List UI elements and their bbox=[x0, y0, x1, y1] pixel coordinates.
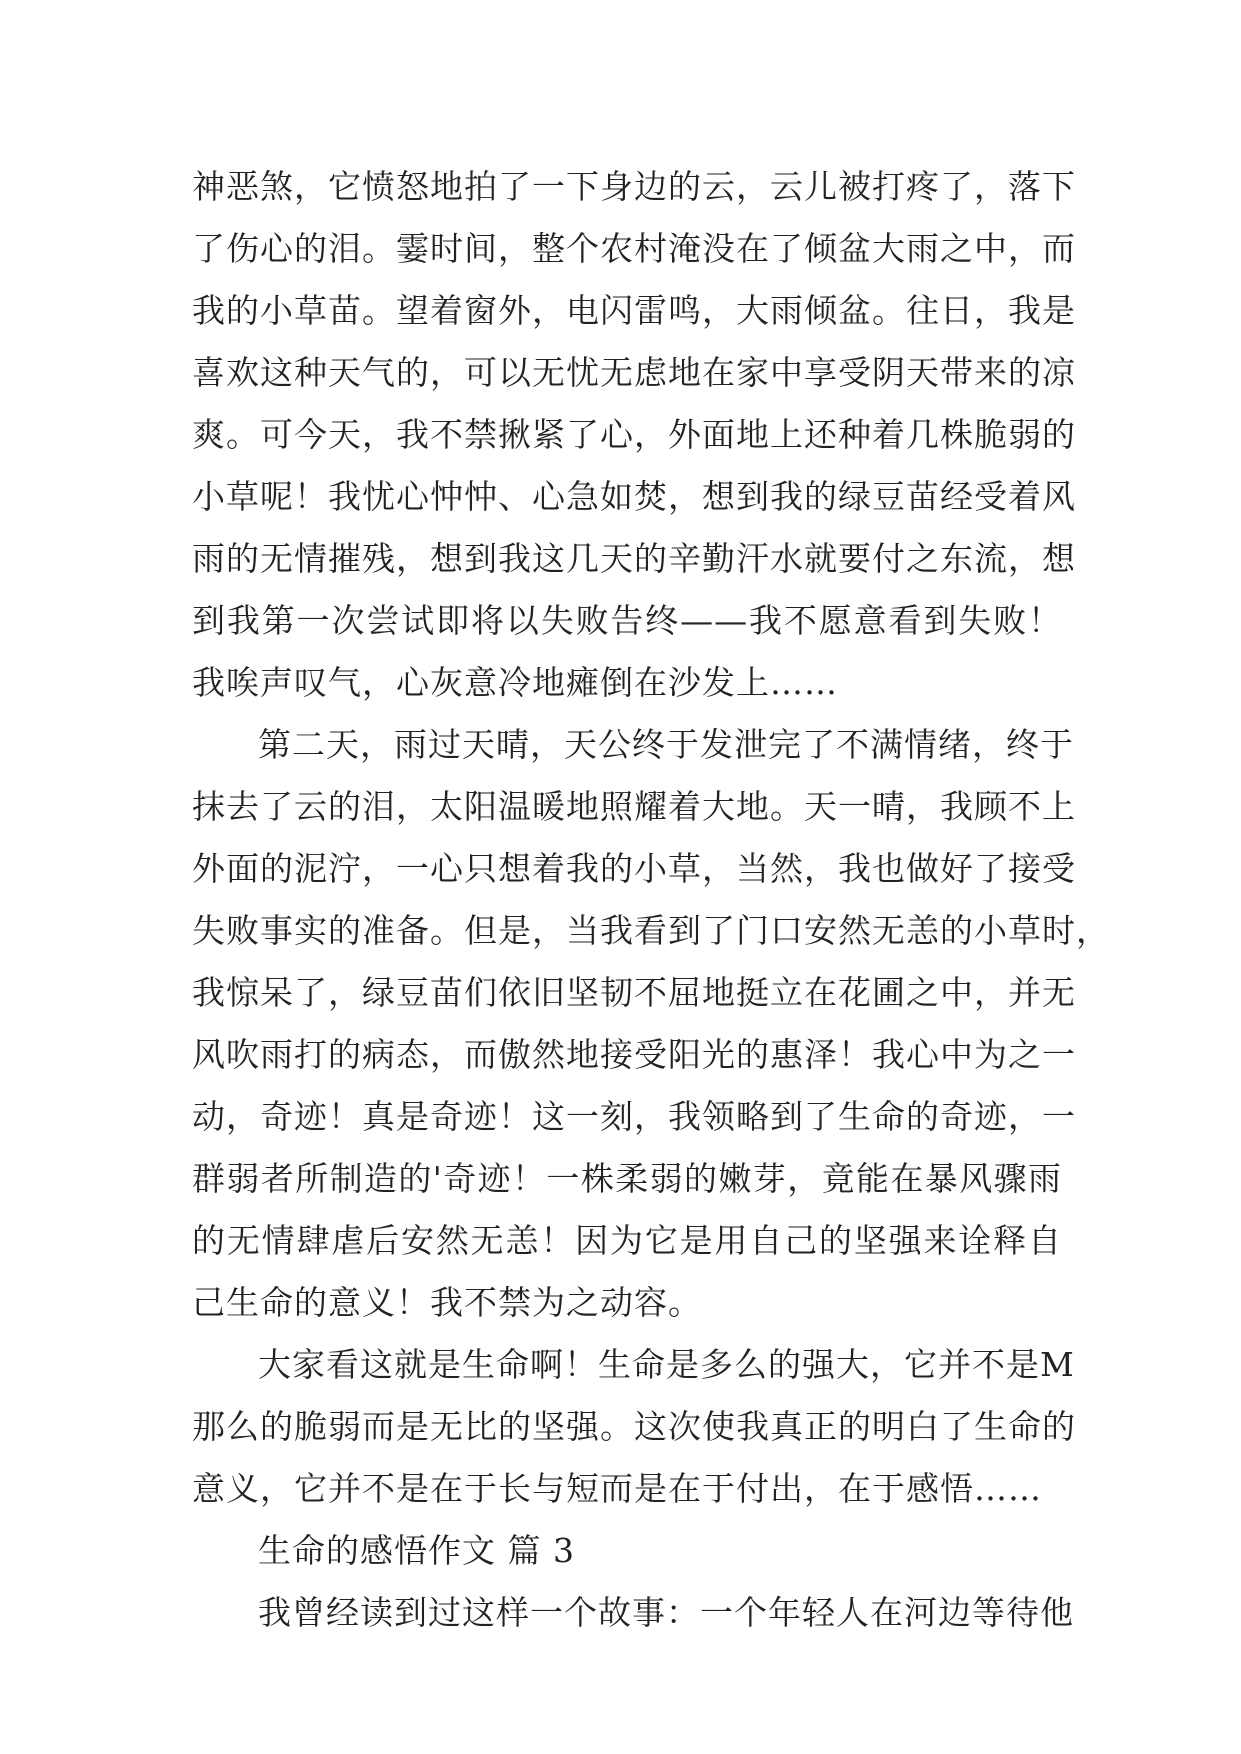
text-line: 喜欢这种天气的，可以无忧无虑地在家中享受阴天带来的凉 bbox=[192, 353, 1076, 392]
text-line: 我唉声叹气，心灰意冷地瘫倒在沙发上…… bbox=[192, 663, 838, 702]
paragraph-first-line: 大家看这就是生命啊！生命是多么的强大，它并不是M bbox=[258, 1345, 1075, 1384]
text-line: 小草呢！我忧心忡忡、心急如焚，想到我的绿豆苗经受着风 bbox=[192, 477, 1076, 516]
text-line: 己生命的意义！我不禁为之动容。 bbox=[192, 1283, 702, 1322]
text-line: 的无情肆虐后安然无恙！因为它是用自己的坚强来诠释自 bbox=[192, 1221, 1062, 1260]
essay-body bbox=[192, 156, 1110, 1644]
section-heading: 生命的感悟作文 篇 3 bbox=[258, 1531, 575, 1570]
text-line: 我的小草苗。望着窗外，电闪雷鸣，大雨倾盆。往日，我是 bbox=[192, 291, 1076, 330]
text-line: 爽。可今天，我不禁揪紧了心，外面地上还种着几株脆弱的 bbox=[192, 415, 1076, 454]
paragraph-first-line: 我曾经读到过这样一个故事：一个年轻人在河边等待他 bbox=[258, 1593, 1074, 1632]
text-line: 抹去了云的泪，太阳温暖地照耀着大地。天一晴，我顾不上 bbox=[192, 787, 1076, 826]
text-line: 到我第一次尝试即将以失败告终——我不愿意看到失败！ bbox=[192, 601, 1062, 640]
text-line: 风吹雨打的病态，而傲然地接受阳光的惠泽！我心中为之一 bbox=[192, 1035, 1076, 1074]
text-line: 群弱者所制造的'奇迹！一株柔弱的嫩芽，竟能在暴风骤雨 bbox=[192, 1159, 1062, 1198]
text-line: 意义，它并不是在于长与短而是在于付出，在于感悟…… bbox=[192, 1469, 1042, 1508]
text-line: 动，奇迹！真是奇迹！这一刻，我领略到了生命的奇迹，一 bbox=[192, 1097, 1076, 1136]
text-line: 了伤心的泪。霎时间，整个农村淹没在了倾盆大雨之中，而 bbox=[192, 229, 1076, 268]
paragraph-first-line: 第二天，雨过天晴，天公终于发泄完了不满情绪，终于 bbox=[258, 725, 1074, 764]
text-line: 神恶煞，它愤怒地拍了一下身边的云，云儿被打疼了，落下 bbox=[192, 167, 1076, 206]
text-line: 外面的泥泞，一心只想着我的小草，当然，我也做好了接受 bbox=[192, 849, 1076, 888]
text-line: 我惊呆了，绿豆苗们依旧坚韧不屈地挺立在花圃之中，并无 bbox=[192, 973, 1076, 1012]
text-line: 失败事实的准备。但是，当我看到了门口安然无恙的小草时， bbox=[192, 911, 1110, 950]
text-line: 那么的脆弱而是无比的坚强。这次使我真正的明白了生命的 bbox=[192, 1407, 1076, 1446]
text-line: 雨的无情摧残，想到我这几天的辛勤汗水就要付之东流，想 bbox=[192, 539, 1076, 578]
